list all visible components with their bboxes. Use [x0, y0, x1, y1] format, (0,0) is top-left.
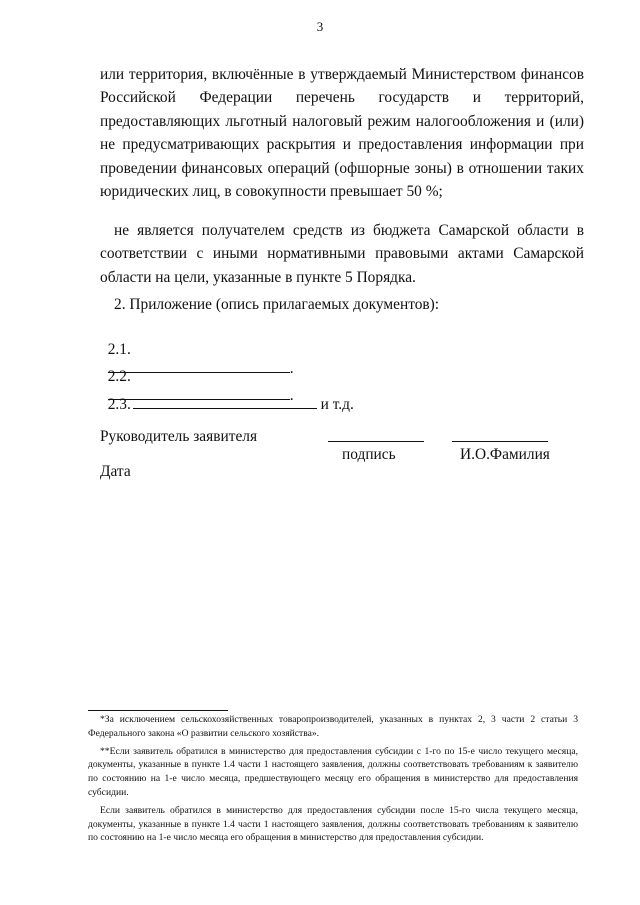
name-line[interactable]: [452, 441, 548, 442]
signature-line[interactable]: [328, 441, 424, 442]
appendix-item-1-number: 2.1.: [107, 341, 131, 358]
footnotes: [88, 713, 578, 845]
footnote-2: **Если заявитель обратился в министерство для предоставления субсидии с 1-го по 15-е число текущего месяца, документы, указанные в пункте 1.4 части 1 настоящего заявления, должны соответствовать требованиям к заявителю по состоянию на 1-е число месяца, предшествующего месяцу его обращения в министерство для предоставления субсидии.: [88, 745, 578, 798]
appendix-item-3-suffix: и т.д.: [316, 396, 354, 413]
signature-caption: подпись: [342, 446, 396, 463]
footnote-separator: [88, 710, 228, 711]
paragraph-2-text: не является получателем средств из бюджета Самарской области в соответствии с иными нормативными правовыми актами Самарской области на цели, указанные в пункте 5 Порядка.: [100, 222, 584, 286]
paragraph-1-text: или территория, включённые в утверждаемый Министерством финансов Российской Федерации перечень государств и территорий, предоставляющих льготный налоговый режим налогообложения и (или) не предусматривающих раскрытия и предоставления информации при проведении финансовых операций (офшорные зоны) в отношении таких юридических лиц, в совокупности превышает 50 %;: [100, 66, 584, 201]
name-caption: И.О.Фамилия: [460, 446, 550, 463]
body-paragraph-2: [100, 219, 584, 289]
appendix-item-2-number: 2.2.: [107, 368, 131, 385]
page-number: 3: [316, 19, 324, 34]
footnote-3: Если заявитель обратился в министерство для предоставления субсидии после 15-го числа текущего месяца, документы, указанные в пункте 1.4 части 1 настоящего заявления, должны соответствовать требованиям к заявителю по состоянию на 1-е число месяца его обращения в министерство для предоставления субсидии.: [88, 804, 578, 844]
appendix-item-3-number: 2.3.: [107, 396, 131, 413]
appendix-item-2-suffix: .: [289, 387, 294, 404]
date-label: Дата: [100, 463, 131, 480]
footnote-1: *За исключением сельскохозяйственных товаропроизводителей, указанных в пунктах 2, 3 части 2 статьи 3 Федерального закона «О развитии сельского хозяйства».: [88, 714, 578, 739]
appendix-item-3: [100, 377, 354, 414]
appendix-item-3-blank[interactable]: [133, 395, 317, 409]
body-paragraph-1: [100, 63, 584, 203]
head-of-applicant-label: Руководитель заявителя: [100, 428, 258, 445]
appendix-heading: 2. Приложение (опись прилагаемых документов):: [114, 296, 440, 313]
appendix-item-1-suffix: .: [289, 360, 294, 377]
